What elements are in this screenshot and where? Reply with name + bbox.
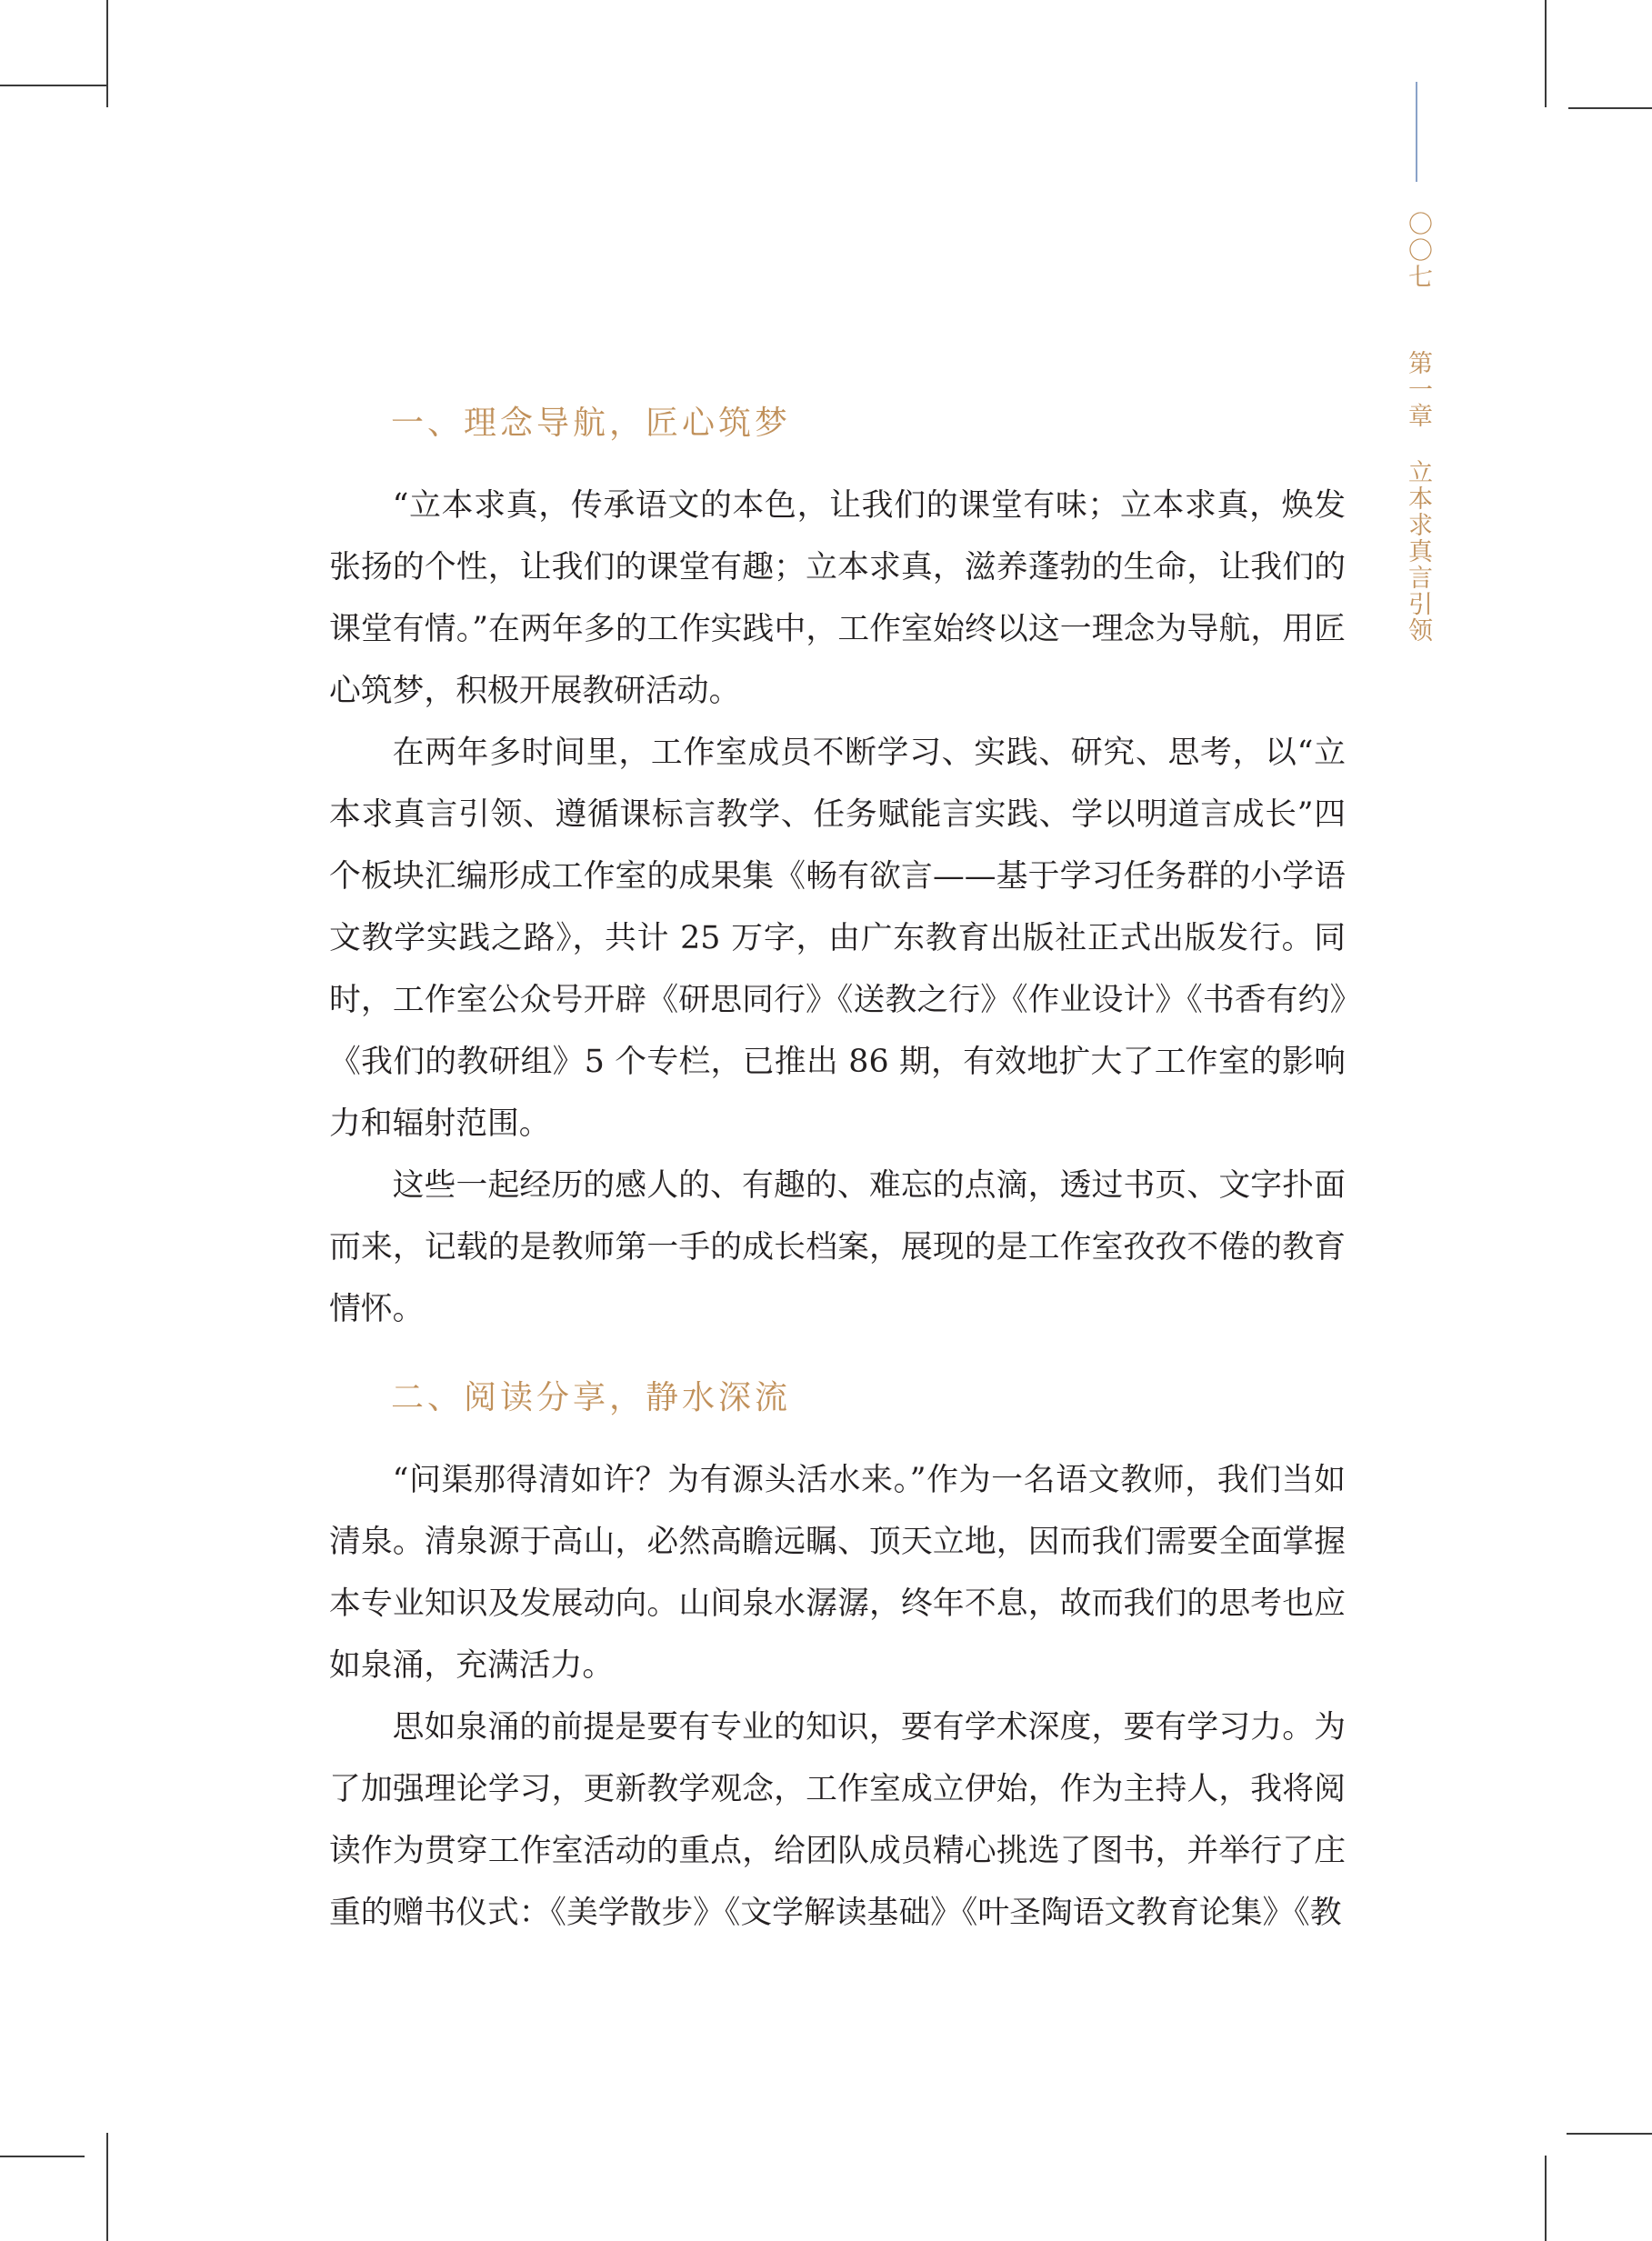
- paragraph: “问渠那得清如许？为有源头活水来。”作为一名语文教师，我们当如清泉。清泉源于高山，必然高瞻远瞩、顶天立地，因而我们需要全面掌握本专业知识及发展动向。山间泉水潺潺，终年不息，故而我们的思考也应如泉涌，充满活力。: [329, 1462, 1346, 1684]
- paragraph: 这些一起经历的感人的、有趣的、难忘的点滴，透过书页、文字扑面而来，记载的是教师第一手的成长档案，展现的是工作室孜孜不倦的教育情怀。: [329, 1167, 1346, 1327]
- paragraph: 思如泉涌的前提是要有专业的知识，要有学术深度，要有学习力。为了加强理论学习，更新教学观念，工作室成立伊始，作为主持人，我将阅读作为贯穿工作室活动的重点，给团队成员精心挑选了图书，并举行了庄重的赠书仪式：《美学散步》《文学解读基础》《叶圣陶语文教育论集》《教: [329, 1709, 1346, 1931]
- crop-mark-top-left-horizontal: [0, 85, 106, 86]
- crop-mark-top-right-vertical: [1545, 0, 1547, 107]
- paragraph: “立本求真，传承语文的本色，让我们的课堂有味；立本求真，焕发张扬的个性，让我们的课堂有趣；立本求真，滋养蓬勃的生命，让我们的课堂有情。”在两年多的工作实践中，工作室始终以这一理念为导航，用匠心筑梦，积极开展教研活动。: [329, 487, 1346, 709]
- running-header-rule: [1416, 82, 1417, 182]
- crop-mark-bottom-left-vertical: [106, 2133, 108, 2241]
- page-number: 〇〇七: [1404, 211, 1432, 290]
- crop-mark-top-left-vertical: [106, 0, 108, 107]
- crop-mark-bottom-right-vertical: [1545, 2156, 1547, 2241]
- section-heading-2: 二、阅读分享，静水深流: [391, 1379, 792, 1416]
- crop-mark-bottom-left-horizontal: [0, 2156, 85, 2157]
- crop-mark-top-right-horizontal: [1568, 107, 1652, 109]
- chapter-title: 第一章 立本求真言引领: [1404, 350, 1432, 644]
- section-heading-1: 一、理念导航，匠心筑梦: [391, 405, 792, 442]
- crop-mark-bottom-right-horizontal: [1567, 2133, 1652, 2135]
- paragraph: 在两年多时间里，工作室成员不断学习、实践、研究、思考，以“立本求真言引领、遵循课标言教学、任务赋能言实践、学以明道言成长”四个板块汇编形成工作室的成果集《畅有欲言——基于学习任务群的小学语文教学实践之路》，共计 25 万字，由广东教育出版社正式出版发行。同时，工作室公众号开辟《研思同行》《送教之行》《作业设计》《书香有约》《我们的教研组》5 个专栏，已推出 86 期，有效地扩大了工作室的影响力和辐射范围。: [329, 735, 1346, 1142]
